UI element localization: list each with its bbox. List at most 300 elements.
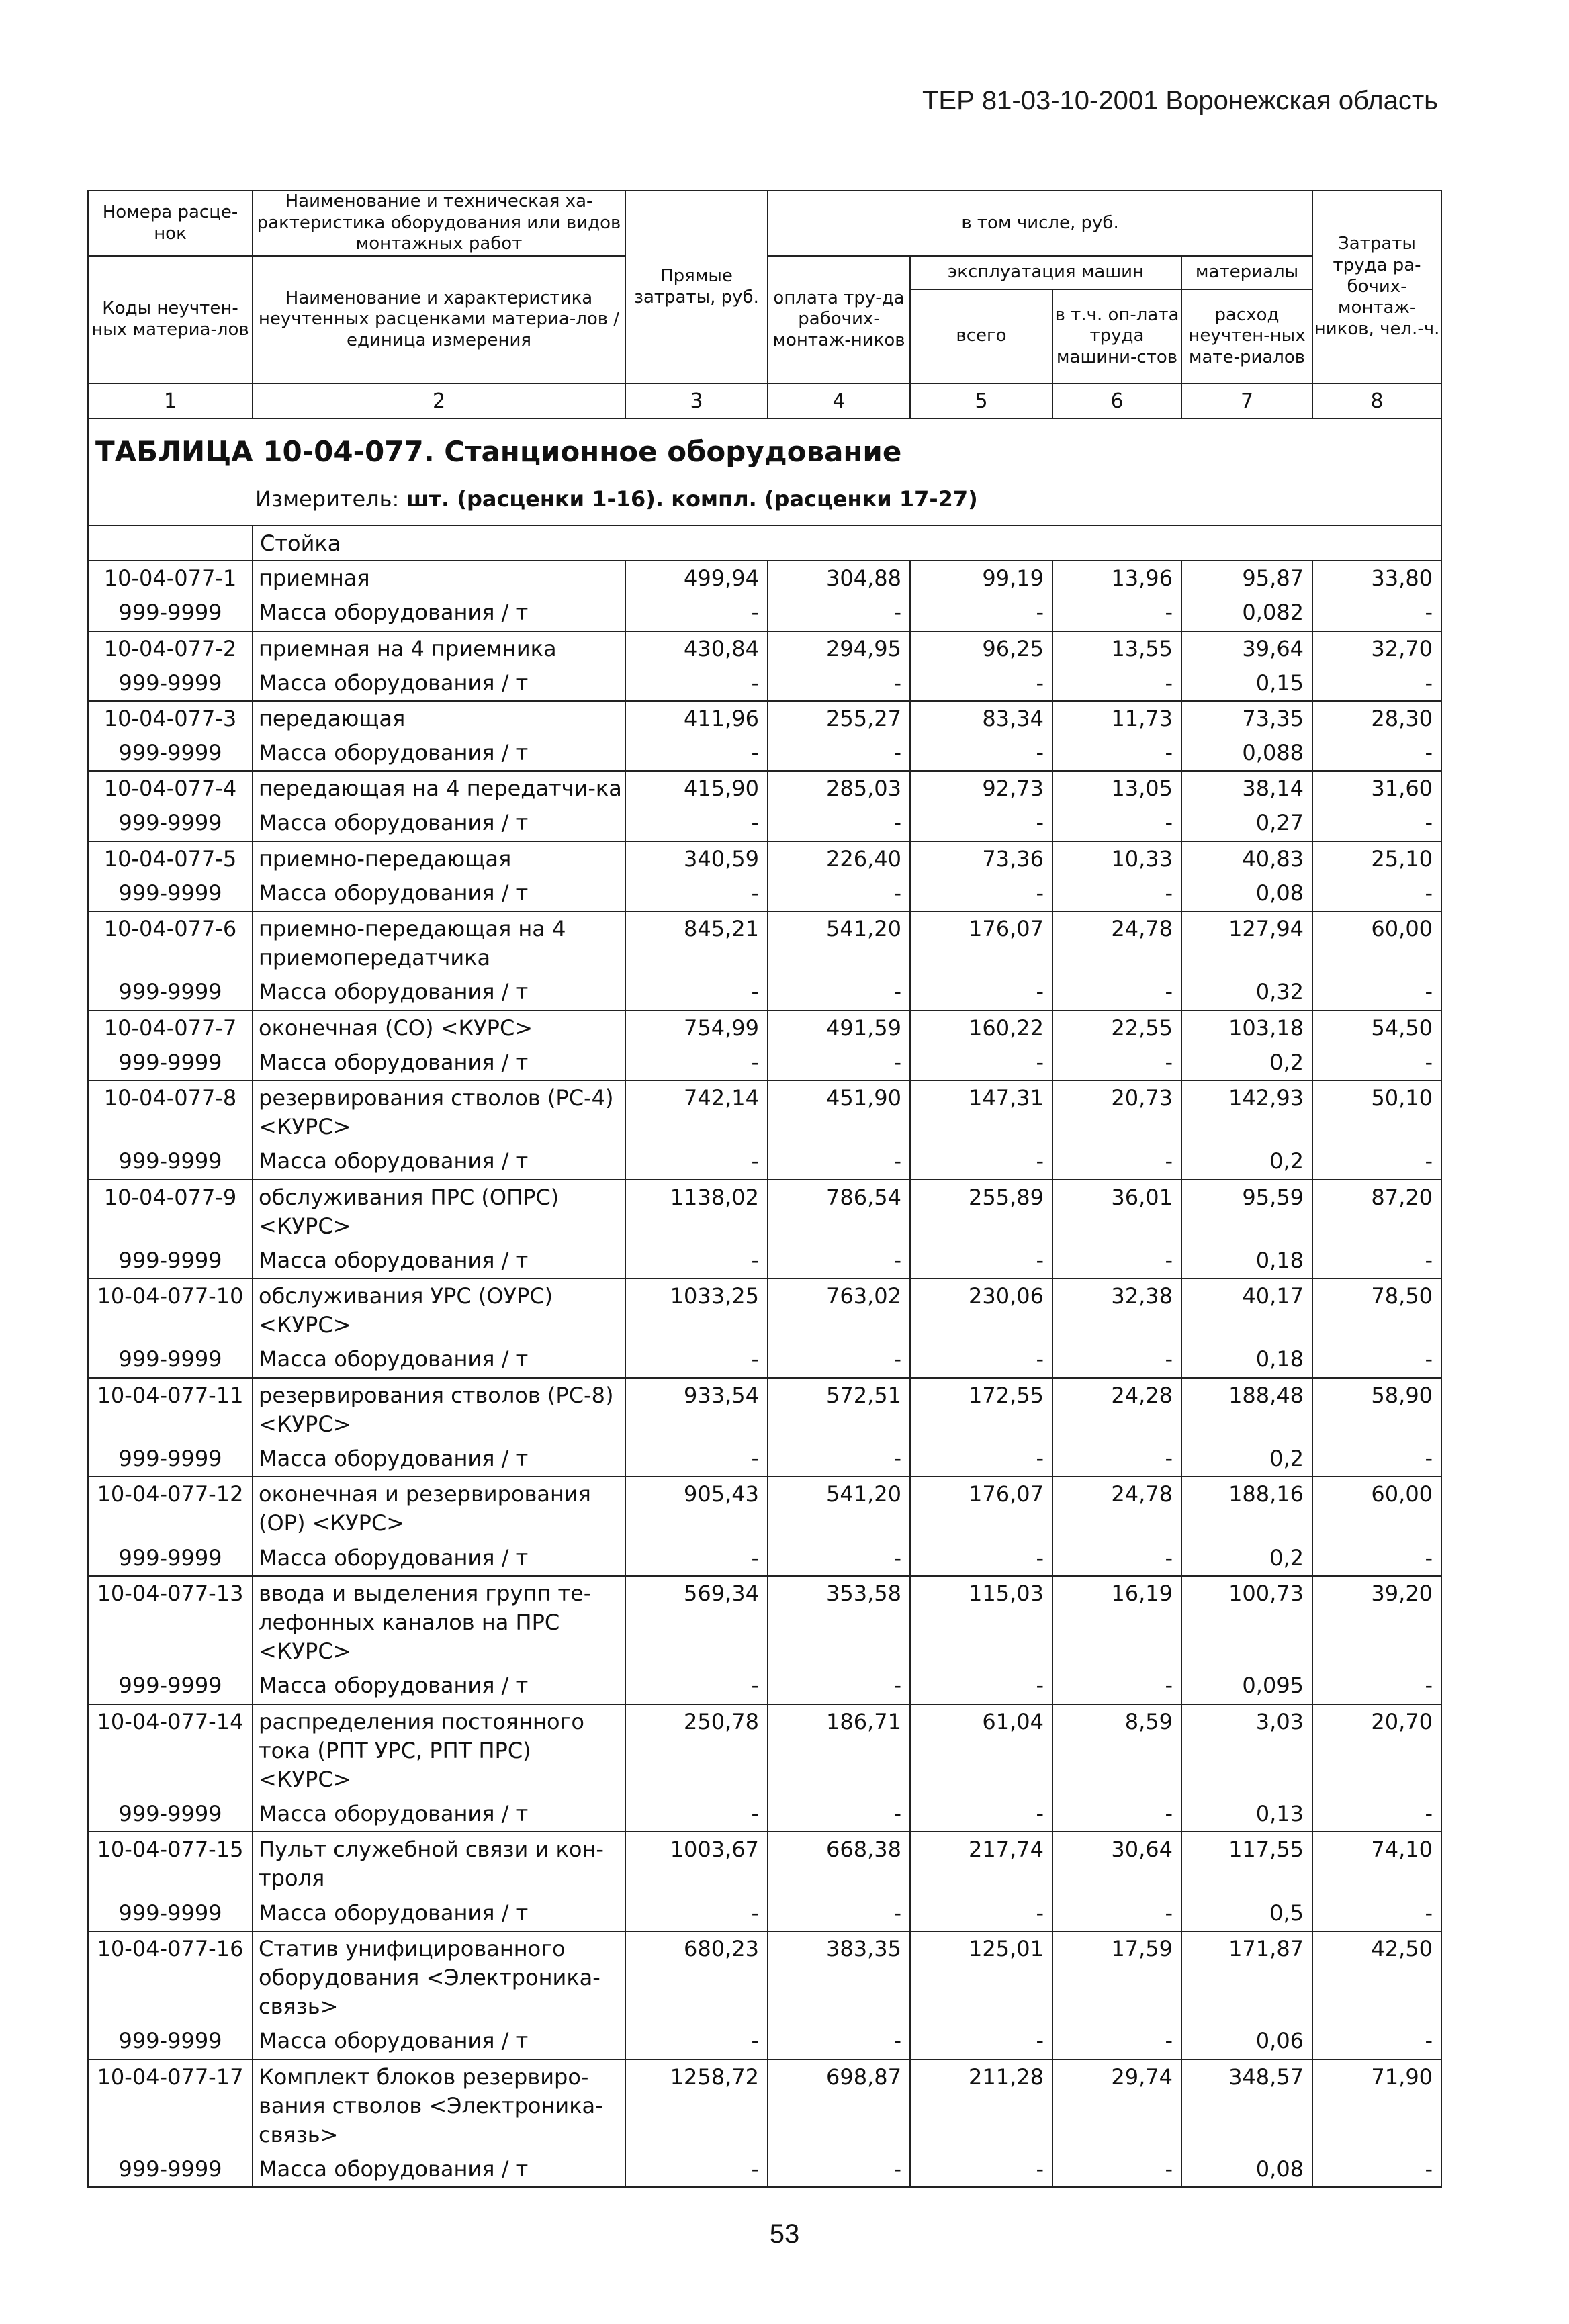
group-row — [88, 526, 1441, 561]
value-cell: 39,64 — [1181, 631, 1312, 666]
rate-name: Масса оборудования / т — [253, 736, 625, 771]
value-cell: - — [625, 666, 768, 701]
rate-code: 999-9999 — [88, 1669, 253, 1704]
measure-row — [88, 482, 1441, 526]
rate-name: передающая на 4 передатчи-ка — [253, 771, 625, 806]
rate-code: 999-9999 — [88, 736, 253, 771]
rate-code: 999-9999 — [88, 806, 253, 841]
table-row-material — [88, 1442, 1441, 1477]
value-cell: 60,00 — [1312, 911, 1441, 975]
value-cell: 20,73 — [1052, 1080, 1181, 1144]
value-cell: - — [1052, 1244, 1181, 1279]
value-cell: - — [768, 1244, 910, 1279]
value-cell: 142,93 — [1181, 1080, 1312, 1144]
value-cell: - — [768, 1669, 910, 1704]
value-cell: - — [910, 1797, 1052, 1832]
value-cell: 36,01 — [1052, 1180, 1181, 1244]
header-col6: в т.ч. оп-лата труда машини-стов — [1052, 289, 1181, 383]
table-row-material — [88, 806, 1441, 841]
header-col8: Затраты труда ра-бочих-монтаж-ников, чел.-ч. — [1312, 191, 1441, 383]
rate-name: Масса оборудования / т — [253, 806, 625, 841]
table-row-material — [88, 2024, 1441, 2059]
table-row-material — [88, 1342, 1441, 1377]
value-cell: - — [1312, 806, 1441, 841]
rate-name: оконечная (СО) <КУРС> — [253, 1011, 625, 1045]
table-row — [88, 1704, 1441, 1798]
rate-name: Масса оборудования / т — [253, 876, 625, 911]
group-code-cell — [88, 526, 253, 561]
value-cell: - — [1312, 1045, 1441, 1080]
value-cell: 188,48 — [1181, 1378, 1312, 1442]
value-cell: 42,50 — [1312, 1931, 1441, 2025]
value-cell: - — [625, 1144, 768, 1179]
rate-name: Статив унифицированного оборудования <Электроника-связь> — [253, 1931, 625, 2025]
value-cell: 31,60 — [1312, 771, 1441, 806]
value-cell: 0,32 — [1181, 975, 1312, 1010]
value-cell: 186,71 — [768, 1704, 910, 1798]
rate-name: Масса оборудования / т — [253, 2152, 625, 2187]
value-cell: 172,55 — [910, 1378, 1052, 1442]
rate-name: ввода и выделения групп те-лефонных каналов на ПРС <КУРС> — [253, 1576, 625, 1669]
column-number: 4 — [768, 383, 910, 418]
header-col5: всего — [910, 289, 1052, 383]
value-cell: - — [1312, 1342, 1441, 1377]
header-group-machines: эксплуатация машин — [910, 256, 1181, 289]
table-row — [88, 1080, 1441, 1144]
column-number: 1 — [88, 383, 253, 418]
table-row-material — [88, 1896, 1441, 1931]
value-cell: - — [625, 596, 768, 631]
value-cell: 30,64 — [1052, 1832, 1181, 1896]
rate-code: 999-9999 — [88, 876, 253, 911]
data-rows — [88, 561, 1441, 2187]
table-row — [88, 771, 1441, 806]
value-cell: - — [1312, 1442, 1441, 1477]
rate-name: Масса оборудования / т — [253, 1541, 625, 1576]
rate-name: Пульт служебной связи и кон-троля — [253, 1832, 625, 1896]
table-row-material — [88, 2152, 1441, 2187]
value-cell: 32,38 — [1052, 1279, 1181, 1342]
rate-code: 10-04-077-13 — [88, 1576, 253, 1669]
header-col2-bottom: Наименование и характеристика неучтенных расценками материа-лов / единица измерения — [253, 256, 625, 383]
rate-code: 999-9999 — [88, 1797, 253, 1832]
value-cell: 0,095 — [1181, 1669, 1312, 1704]
value-cell: - — [768, 1797, 910, 1832]
rate-name: Масса оборудования / т — [253, 1669, 625, 1704]
table-row — [88, 701, 1441, 736]
value-cell: - — [910, 806, 1052, 841]
value-cell: - — [768, 2152, 910, 2187]
value-cell: 40,83 — [1181, 841, 1312, 876]
value-cell: - — [768, 975, 910, 1010]
rate-code: 999-9999 — [88, 1896, 253, 1931]
value-cell: 541,20 — [768, 1477, 910, 1540]
value-cell: 32,70 — [1312, 631, 1441, 666]
table-row-material — [88, 596, 1441, 631]
rate-name: приемная на 4 приемника — [253, 631, 625, 666]
value-cell: - — [1052, 1669, 1181, 1704]
rate-name: приемно-передающая — [253, 841, 625, 876]
value-cell: 250,78 — [625, 1704, 768, 1798]
value-cell: 1033,25 — [625, 1279, 768, 1342]
rate-code: 999-9999 — [88, 666, 253, 701]
value-cell: 99,19 — [910, 561, 1052, 596]
value-cell: - — [625, 1342, 768, 1377]
rate-code: 10-04-077-7 — [88, 1011, 253, 1045]
value-cell: 383,35 — [768, 1931, 910, 2025]
value-cell: - — [1052, 596, 1181, 631]
value-cell: - — [1052, 666, 1181, 701]
value-cell: 3,03 — [1181, 1704, 1312, 1798]
rate-code: 10-04-077-5 — [88, 841, 253, 876]
rate-code: 10-04-077-3 — [88, 701, 253, 736]
rate-code: 10-04-077-1 — [88, 561, 253, 596]
rate-code: 999-9999 — [88, 1045, 253, 1080]
value-cell: 255,27 — [768, 701, 910, 736]
value-cell: - — [768, 736, 910, 771]
value-cell: 226,40 — [768, 841, 910, 876]
value-cell: 13,96 — [1052, 561, 1181, 596]
value-cell: 0,082 — [1181, 596, 1312, 631]
rate-code: 10-04-077-17 — [88, 2059, 253, 2153]
table-row-material — [88, 1797, 1441, 1832]
rate-code: 10-04-077-15 — [88, 1832, 253, 1896]
value-cell: - — [1052, 2024, 1181, 2059]
rate-code: 10-04-077-14 — [88, 1704, 253, 1798]
rate-name: Масса оборудования / т — [253, 1896, 625, 1931]
column-number: 6 — [1052, 383, 1181, 418]
value-cell: 230,06 — [910, 1279, 1052, 1342]
header-group-materials: материалы — [1181, 256, 1312, 289]
value-cell: - — [625, 2152, 768, 2187]
value-cell: 92,73 — [910, 771, 1052, 806]
value-cell: - — [1052, 1144, 1181, 1179]
value-cell: - — [1312, 1541, 1441, 1576]
value-cell: 40,17 — [1181, 1279, 1312, 1342]
value-cell: - — [1052, 1342, 1181, 1377]
value-cell: 39,20 — [1312, 1576, 1441, 1669]
value-cell: - — [1312, 736, 1441, 771]
group-label: Стойка — [253, 526, 1441, 561]
table-row — [88, 1931, 1441, 2025]
table-row — [88, 1180, 1441, 1244]
value-cell: 73,36 — [910, 841, 1052, 876]
value-cell: 451,90 — [768, 1080, 910, 1144]
rate-name: Масса оборудования / т — [253, 2024, 625, 2059]
value-cell: - — [1312, 1244, 1441, 1279]
value-cell: 1003,67 — [625, 1832, 768, 1896]
table-row — [88, 911, 1441, 975]
header-col1-top: Номера расце-нок — [88, 191, 253, 256]
value-cell: - — [768, 876, 910, 911]
value-cell: 125,01 — [910, 1931, 1052, 2025]
table-row-material — [88, 1144, 1441, 1179]
value-cell: 499,94 — [625, 561, 768, 596]
value-cell: - — [625, 2024, 768, 2059]
value-cell: 0,27 — [1181, 806, 1312, 841]
rate-name: Масса оборудования / т — [253, 1244, 625, 1279]
value-cell: - — [910, 1896, 1052, 1931]
value-cell: - — [910, 1144, 1052, 1179]
value-cell: - — [1052, 1541, 1181, 1576]
value-cell: 22,55 — [1052, 1011, 1181, 1045]
value-cell: 24,28 — [1052, 1378, 1181, 1442]
value-cell: 24,78 — [1052, 911, 1181, 975]
rate-name: обслуживания УРС (ОУРС) <КУРС> — [253, 1279, 625, 1342]
value-cell: - — [625, 1669, 768, 1704]
value-cell: - — [910, 1442, 1052, 1477]
table-row-material — [88, 1045, 1441, 1080]
value-cell: 87,20 — [1312, 1180, 1441, 1244]
rate-name: Масса оборудования / т — [253, 1045, 625, 1080]
value-cell: 74,10 — [1312, 1832, 1441, 1896]
rate-code: 10-04-077-11 — [88, 1378, 253, 1442]
value-cell: 285,03 — [768, 771, 910, 806]
rate-code: 10-04-077-9 — [88, 1180, 253, 1244]
value-cell: - — [1052, 736, 1181, 771]
value-cell: - — [1052, 1045, 1181, 1080]
value-cell: 103,18 — [1181, 1011, 1312, 1045]
value-cell: - — [1312, 876, 1441, 911]
table-row-material — [88, 666, 1441, 701]
value-cell: - — [910, 736, 1052, 771]
table-row — [88, 631, 1441, 666]
value-cell: - — [768, 1541, 910, 1576]
value-cell: 13,05 — [1052, 771, 1181, 806]
column-numbers-row — [88, 383, 1441, 418]
value-cell: 60,00 — [1312, 1477, 1441, 1540]
header-group-incl: в том числе, руб. — [768, 191, 1312, 256]
value-cell: - — [768, 806, 910, 841]
value-cell: - — [768, 1442, 910, 1477]
rate-name: Масса оборудования / т — [253, 1442, 625, 1477]
value-cell: 0,2 — [1181, 1144, 1312, 1179]
value-cell: - — [1312, 2024, 1441, 2059]
table-row-material — [88, 1541, 1441, 1576]
table-row — [88, 1378, 1441, 1442]
rate-code: 999-9999 — [88, 1342, 253, 1377]
value-cell: 176,07 — [910, 1477, 1052, 1540]
rate-name: резервирования стволов (РС-4) <КУРС> — [253, 1080, 625, 1144]
value-cell: - — [1312, 1797, 1441, 1832]
rate-name: Масса оборудования / т — [253, 596, 625, 631]
value-cell: - — [1312, 666, 1441, 701]
rate-code: 10-04-077-10 — [88, 1279, 253, 1342]
value-cell: 188,16 — [1181, 1477, 1312, 1540]
table-row-material — [88, 736, 1441, 771]
value-cell: 348,57 — [1181, 2059, 1312, 2153]
value-cell: 698,87 — [768, 2059, 910, 2153]
header-col3: Прямые затраты, руб. — [625, 191, 768, 383]
value-cell: - — [910, 1541, 1052, 1576]
rates-table — [87, 190, 1442, 2188]
value-cell: - — [625, 806, 768, 841]
rate-code: 999-9999 — [88, 596, 253, 631]
value-cell: - — [625, 1244, 768, 1279]
value-cell: - — [768, 1896, 910, 1931]
value-cell: 29,74 — [1052, 2059, 1181, 2153]
table-row-material — [88, 876, 1441, 911]
table-row-material — [88, 1669, 1441, 1704]
value-cell: 0,13 — [1181, 1797, 1312, 1832]
value-cell: 353,58 — [768, 1576, 910, 1669]
rate-name: Масса оборудования / т — [253, 975, 625, 1010]
value-cell: - — [1312, 975, 1441, 1010]
value-cell: 0,15 — [1181, 666, 1312, 701]
value-cell: 96,25 — [910, 631, 1052, 666]
value-cell: 541,20 — [768, 911, 910, 975]
table-row — [88, 1477, 1441, 1540]
value-cell: 61,04 — [910, 1704, 1052, 1798]
rate-name: распределения постоянного тока (РПТ УРС, РПТ ПРС) <КУРС> — [253, 1704, 625, 1798]
value-cell: - — [1312, 1896, 1441, 1931]
value-cell: 100,73 — [1181, 1576, 1312, 1669]
rate-code: 999-9999 — [88, 2152, 253, 2187]
table-row — [88, 1832, 1441, 1896]
table-row — [88, 841, 1441, 876]
value-cell: - — [625, 975, 768, 1010]
value-cell: 217,74 — [910, 1832, 1052, 1896]
rate-name: передающая — [253, 701, 625, 736]
header-row-1 — [88, 191, 1441, 256]
value-cell: - — [910, 1244, 1052, 1279]
value-cell: 11,73 — [1052, 701, 1181, 736]
value-cell: 0,18 — [1181, 1244, 1312, 1279]
value-cell: 742,14 — [625, 1080, 768, 1144]
rate-name: приемно-передающая на 4 приемопередатчика — [253, 911, 625, 975]
value-cell: 304,88 — [768, 561, 910, 596]
value-cell: - — [625, 1797, 768, 1832]
value-cell: - — [910, 1342, 1052, 1377]
value-cell: - — [1312, 1144, 1441, 1179]
value-cell: 786,54 — [768, 1180, 910, 1244]
value-cell: 0,2 — [1181, 1541, 1312, 1576]
value-cell: - — [1052, 1442, 1181, 1477]
value-cell: 78,50 — [1312, 1279, 1441, 1342]
value-cell: - — [910, 1669, 1052, 1704]
value-cell: - — [768, 1045, 910, 1080]
value-cell: - — [1312, 1669, 1441, 1704]
rate-code: 999-9999 — [88, 1541, 253, 1576]
rate-name: Комплект блоков резервиро-вания стволов <Электроника-связь> — [253, 2059, 625, 2153]
value-cell: 491,59 — [768, 1011, 910, 1045]
column-number: 2 — [253, 383, 625, 418]
rate-code: 999-9999 — [88, 1442, 253, 1477]
table-title-row — [88, 418, 1441, 482]
rate-name: обслуживания ПРС (ОПРС) <КУРС> — [253, 1180, 625, 1244]
column-number: 5 — [910, 383, 1052, 418]
table-row — [88, 2059, 1441, 2153]
value-cell: 71,90 — [1312, 2059, 1441, 2153]
value-cell: 10,33 — [1052, 841, 1181, 876]
rate-code: 10-04-077-16 — [88, 1931, 253, 2025]
value-cell: 73,35 — [1181, 701, 1312, 736]
measure — [88, 482, 1441, 526]
value-cell: 147,31 — [910, 1080, 1052, 1144]
value-cell: 0,2 — [1181, 1442, 1312, 1477]
value-cell: - — [1052, 1896, 1181, 1931]
value-cell: 0,18 — [1181, 1342, 1312, 1377]
value-cell: - — [910, 2024, 1052, 2059]
value-cell: 572,51 — [768, 1378, 910, 1442]
rate-name: Масса оборудования / т — [253, 1144, 625, 1179]
value-cell: 127,94 — [1181, 911, 1312, 975]
value-cell: 1138,02 — [625, 1180, 768, 1244]
value-cell: - — [1052, 1797, 1181, 1832]
value-cell: 17,59 — [1052, 1931, 1181, 2025]
rate-code: 10-04-077-6 — [88, 911, 253, 975]
column-number: 3 — [625, 383, 768, 418]
value-cell: - — [910, 1045, 1052, 1080]
value-cell: - — [1052, 975, 1181, 1010]
value-cell: 28,30 — [1312, 701, 1441, 736]
value-cell: - — [910, 975, 1052, 1010]
rate-code: 10-04-077-12 — [88, 1477, 253, 1540]
value-cell: - — [910, 876, 1052, 911]
value-cell: - — [625, 1045, 768, 1080]
value-cell: 0,06 — [1181, 2024, 1312, 2059]
value-cell: - — [625, 736, 768, 771]
rate-name: приемная — [253, 561, 625, 596]
page-number: 53 — [769, 2219, 800, 2249]
rate-code: 10-04-077-4 — [88, 771, 253, 806]
value-cell: 668,38 — [768, 1832, 910, 1896]
value-cell: 0,5 — [1181, 1896, 1312, 1931]
value-cell: 211,28 — [910, 2059, 1052, 2153]
value-cell: 171,87 — [1181, 1931, 1312, 2025]
value-cell: 294,95 — [768, 631, 910, 666]
header-col2-top: Наименование и техническая ха-рактеристика оборудования или видов монтажных работ — [253, 191, 625, 256]
value-cell: - — [768, 1342, 910, 1377]
table-row — [88, 561, 1441, 596]
rate-name: резервирования стволов (РС-8) <КУРС> — [253, 1378, 625, 1442]
value-cell: 415,90 — [625, 771, 768, 806]
value-cell: - — [768, 666, 910, 701]
value-cell: 411,96 — [625, 701, 768, 736]
value-cell: 569,34 — [625, 1576, 768, 1669]
value-cell: 20,70 — [1312, 1704, 1441, 1798]
value-cell: - — [1052, 806, 1181, 841]
value-cell: - — [768, 1144, 910, 1179]
value-cell: 83,34 — [910, 701, 1052, 736]
value-cell: 38,14 — [1181, 771, 1312, 806]
value-cell: 754,99 — [625, 1011, 768, 1045]
value-cell: 54,50 — [1312, 1011, 1441, 1045]
value-cell: - — [768, 2024, 910, 2059]
rate-name: оконечная и резервирования (ОР) <КУРС> — [253, 1477, 625, 1540]
table-row-material — [88, 1244, 1441, 1279]
value-cell: - — [910, 596, 1052, 631]
value-cell: - — [1052, 876, 1181, 911]
value-cell: 845,21 — [625, 911, 768, 975]
value-cell: - — [1052, 2152, 1181, 2187]
rate-code: 999-9999 — [88, 1244, 253, 1279]
value-cell: 0,08 — [1181, 2152, 1312, 2187]
value-cell: 340,59 — [625, 841, 768, 876]
rate-code: 10-04-077-2 — [88, 631, 253, 666]
value-cell: 58,90 — [1312, 1378, 1441, 1442]
table-title: ТАБЛИЦА 10-04-077. Станционное оборудование — [88, 418, 1441, 482]
value-cell: 430,84 — [625, 631, 768, 666]
value-cell: 95,59 — [1181, 1180, 1312, 1244]
value-cell: - — [625, 1896, 768, 1931]
value-cell: 1258,72 — [625, 2059, 768, 2153]
value-cell: - — [625, 876, 768, 911]
running-header: ТЕР 81-03-10-2001 Воронежская область — [922, 86, 1438, 115]
value-cell: - — [625, 1541, 768, 1576]
rate-code: 999-9999 — [88, 2024, 253, 2059]
value-cell: 50,10 — [1312, 1080, 1441, 1144]
